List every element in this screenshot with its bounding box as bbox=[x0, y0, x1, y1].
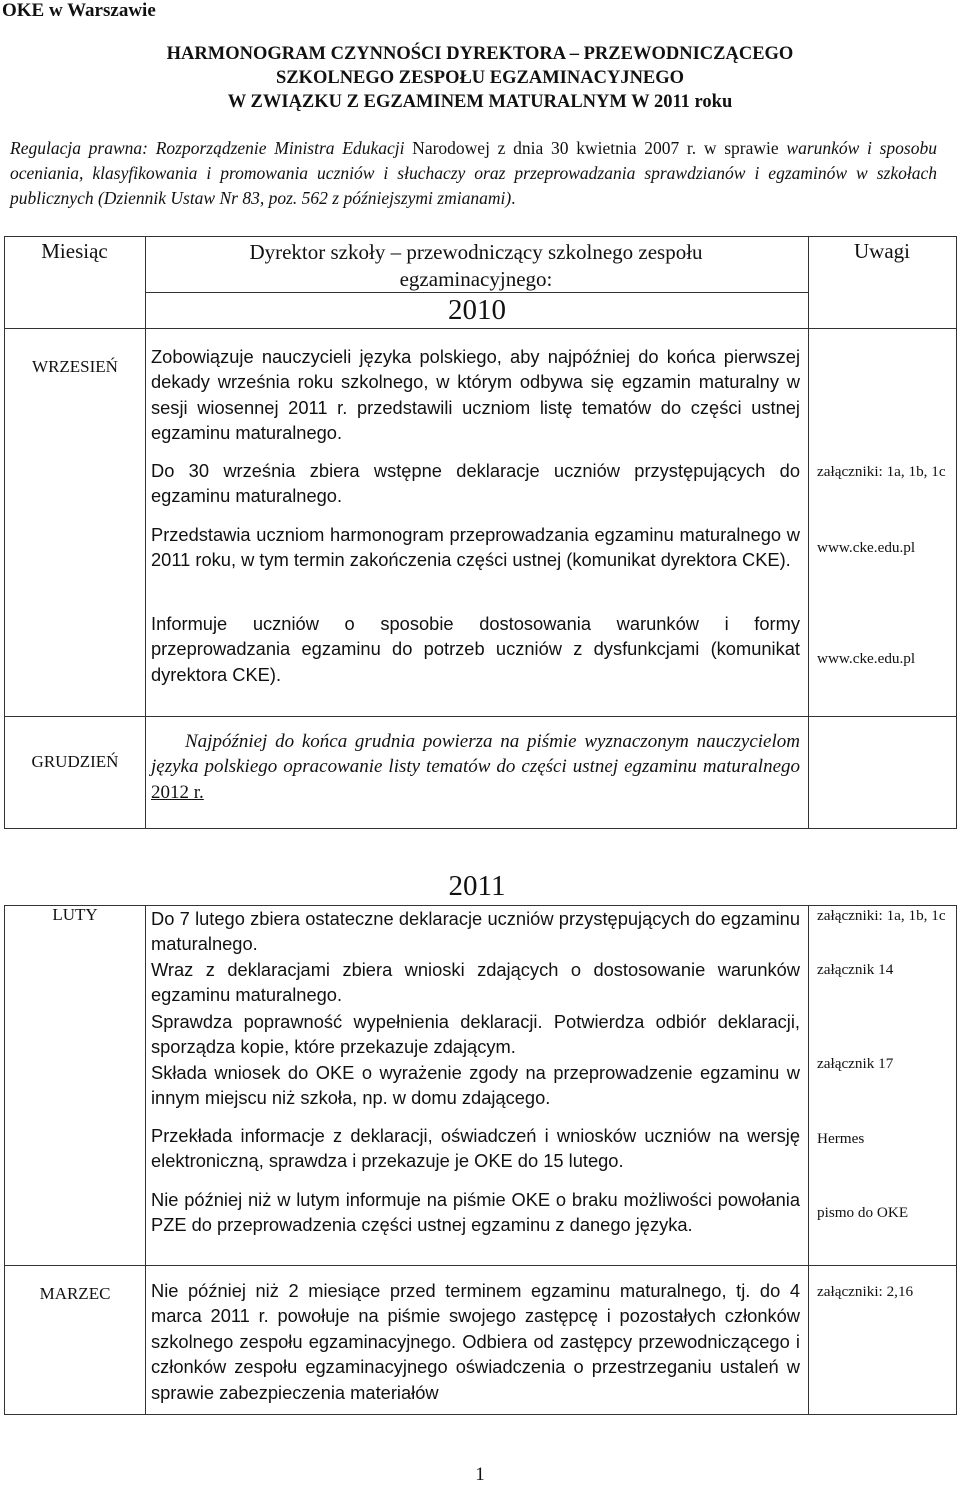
table-border bbox=[4, 716, 957, 717]
legal-basis-end: . bbox=[511, 188, 516, 208]
task-item: Informuje uczniów o sposobie dostosowania warunków i formy przeprowadzania egzaminu do potrzeb uczniów z dysfunkcjami (komunikat dyrektora CKE). bbox=[151, 613, 800, 685]
title-line-2: SZKOLNEGO ZESPOŁU EGZAMINACYJNEGO bbox=[275, 68, 685, 88]
task-item: Nie później niż 2 miesiące przed terminem egzaminu maturalnego, tj. do 4 marca 2011 r. powołuje na piśmie swojego zastępcę i pozostałych członków szkolnego zespołu egzaminacyjnego. Odbiera od zastępcy przewodniczącego i członków zespołu egzaminacyjnego oświadczenia o przestrzeganiu ustaleń w sprawie zabezpieczenia materiałów bbox=[151, 1280, 800, 1403]
note-letter: pismo do OKE bbox=[817, 1204, 909, 1221]
legal-basis-paragraph bbox=[10, 136, 937, 211]
legal-basis-italic-rest: warunków i sposobu oceniania, klasyfikowania i promowania uczniów i słuchaczy oraz przeprowadzania sprawdzianów i egzaminów w szkołach publicznych (Dziennik Ustaw Nr 83, poz. 562 z późniejszymi zmianami) bbox=[10, 138, 937, 208]
task-item: Do 30 września zbiera wstępne deklaracje uczniów przystępujących do egzaminu maturalnego. bbox=[151, 460, 800, 507]
table-border bbox=[4, 236, 5, 829]
year-label-2010: 2010 bbox=[448, 294, 506, 326]
task-item: Wraz z deklaracjami zbiera wnioski zdających o dostosowanie warunków egzaminu maturalnego. bbox=[151, 959, 800, 1006]
year-label-2011: 2011 bbox=[448, 870, 506, 902]
table-border bbox=[4, 828, 957, 829]
legal-basis-italic: Regulacja prawna: Rozporządzenie Ministra Edukacji bbox=[10, 138, 405, 158]
month-label: GRUDZIEŃ bbox=[31, 752, 119, 771]
note-attachments: załączniki: 2,16 bbox=[817, 1283, 914, 1300]
column-header-director: Dyrektor szkoły – przewodniczący szkolnego zespołu egzaminacyjnego: bbox=[249, 240, 703, 291]
title-line-1: HARMONOGRAM CZYNNOŚCI DYREKTORA – PRZEWODNICZĄCEGO bbox=[166, 44, 794, 64]
month-label: LUTY bbox=[52, 905, 98, 924]
task-item: Nie później niż w lutym informuje na piśmie OKE o braku możliwości powołania PZE do przeprowadzenia części ustnej egzaminu z danego języka. bbox=[151, 1189, 800, 1236]
column-header-month: Miesiąc bbox=[41, 239, 108, 263]
column-header-notes: Uwagi bbox=[854, 239, 910, 263]
note-attachment: załącznik 17 bbox=[817, 1055, 894, 1072]
task-item bbox=[151, 729, 800, 805]
task-item: Sprawdza poprawność wypełnienia deklaracji. Potwierdza odbiór deklaracji, sporządza kopie, które przekazuje zdającym. bbox=[151, 1011, 800, 1058]
table-border bbox=[145, 905, 146, 1415]
task-year-underlined: 2012 r. bbox=[151, 781, 204, 803]
note-link[interactable]: www.cke.edu.pl bbox=[817, 539, 916, 556]
note-system: Hermes bbox=[817, 1130, 865, 1147]
task-item: Zobowiązuje nauczycieli języka polskiego, aby najpóźniej do końca pierwszej dekady września roku szkolnego, w którym odbywa się egzamin maturalny w sesji wiosennej 2011 r. przedstawili uczniom listę tematów do części ustnej egzaminu maturalnego. bbox=[151, 346, 800, 444]
table-border bbox=[956, 905, 957, 1415]
table-border bbox=[4, 328, 957, 329]
month-label: WRZESIEŃ bbox=[32, 357, 118, 376]
task-item: Do 7 lutego zbiera ostateczne deklaracje uczniów przystępujących do egzaminu maturalnego. bbox=[151, 908, 800, 955]
note-link[interactable]: www.cke.edu.pl bbox=[817, 650, 916, 667]
title-line-3: W ZWIĄZKU Z EGZAMINEM MATURALNYM W 2011 roku bbox=[227, 92, 733, 112]
table-border bbox=[4, 1414, 957, 1415]
note-attachments: załączniki: 1a, 1b, 1c bbox=[817, 463, 946, 480]
legal-basis-plain: Narodowej z dnia 30 kwietnia 2007 r. w sprawie bbox=[404, 138, 787, 158]
task-item: Przekłada informacje z deklaracji, oświadczeń i wniosków uczniów na wersję elektroniczną, sprawdza i przekazuje je OKE do 15 lutego. bbox=[151, 1125, 800, 1172]
note-attachment: załącznik 14 bbox=[817, 961, 894, 978]
task-italic-text: Najpóźniej do końca grudnia powierza na piśmie wyznaczonym nauczycielom języka polskiego opracowanie listy tematów do części ustnej egzaminu maturalnego bbox=[151, 731, 800, 778]
table-border bbox=[4, 1265, 957, 1266]
table-border bbox=[808, 905, 809, 1415]
note-attachments: załączniki: 1a, 1b, 1c bbox=[817, 907, 946, 924]
table-border bbox=[956, 236, 957, 829]
organization-name: OKE w Warszawie bbox=[2, 0, 156, 21]
task-item: Przedstawia uczniom harmonogram przeprowadzania egzaminu maturalnego w 2011 roku, w tym termin zakończenia części ustnej (komunikat dyrektora CKE). bbox=[151, 524, 800, 571]
page-number: 1 bbox=[475, 1464, 485, 1485]
task-item: Składa wniosek do OKE o wyrażenie zgody na przeprowadzenie egzaminu w innym miejscu niż szkoła, np. w domu zdającego. bbox=[151, 1062, 800, 1109]
month-label: MARZEC bbox=[39, 1284, 111, 1303]
table-border bbox=[4, 236, 957, 237]
table-border bbox=[4, 905, 5, 1415]
